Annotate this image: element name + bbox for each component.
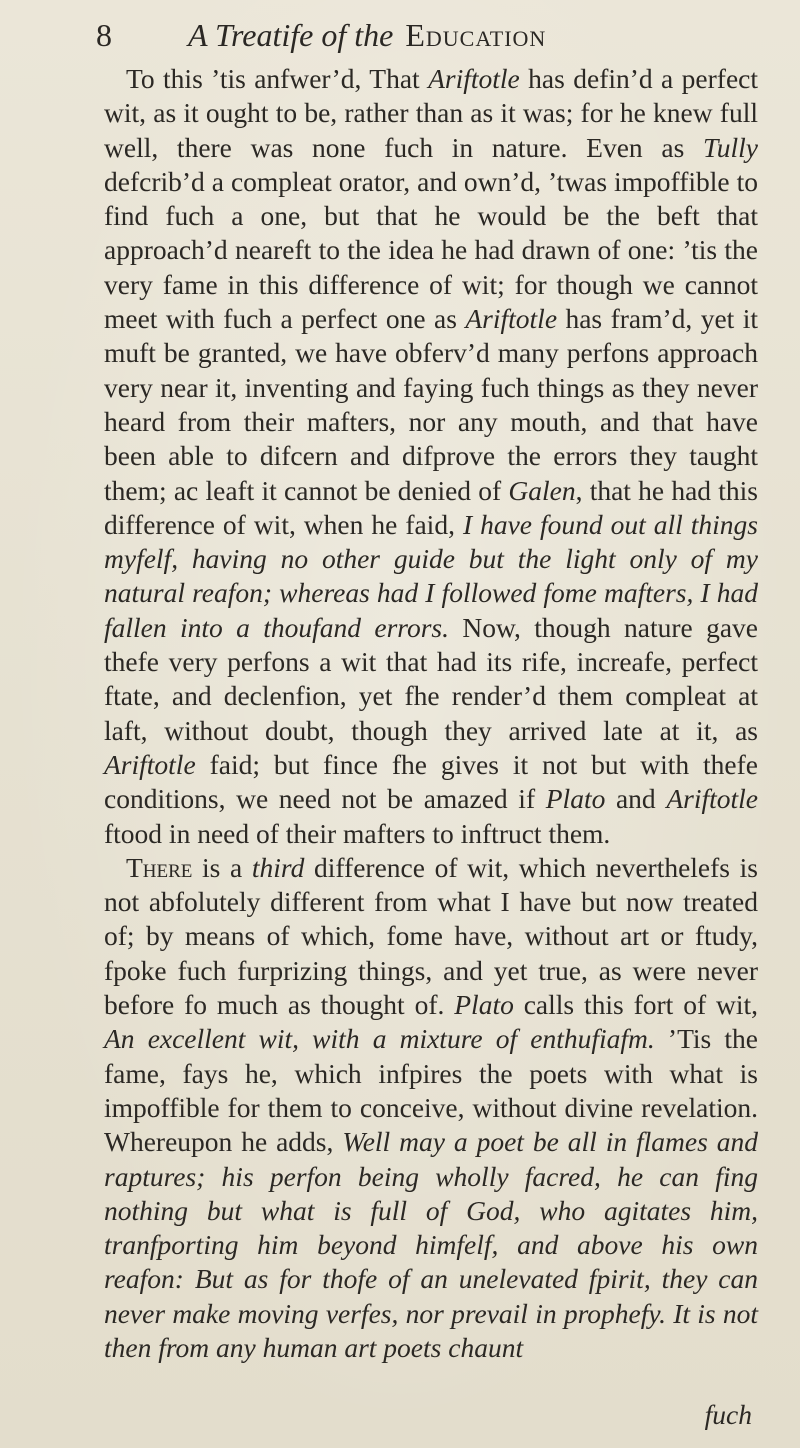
italic-word: third [251, 851, 305, 883]
text-run: has fram’d, yet it muft be granted, we have obferv’d many perfons approach very near it, inventing and faying fuch things as they never heard from their mafters, nor any mouth, and that have been able to difcern and difprove the errors they taught them; ac leaft it cannot be denied of [104, 303, 759, 506]
paragraph [104, 62, 758, 851]
text-run: ftood in need of their mafters to inftruct them. [104, 817, 611, 849]
italic-name: Plato [545, 783, 606, 815]
italic-name: Galen [508, 474, 576, 506]
italic-name: Ariftotle [104, 748, 196, 780]
text-run: faid; but fince fhe gives it not but with thefe conditions, we need not be amazed if [104, 748, 758, 815]
italic-quotation: An excellent wit, with a mixture of enthufiafm. [104, 1023, 655, 1055]
body-text [104, 62, 758, 1365]
text-run: has defin’d a perfect wit, as it ought to be, rather than as it was; for he knew full well, there was none fuch in nature. Even as [104, 63, 758, 163]
smallcaps-opening: There [126, 851, 193, 883]
italic-name: Ariftotle [465, 303, 558, 335]
running-header [96, 10, 756, 60]
text-run: defcrib’d a compleat orator, and own’d, ’twas impoffible to find fuch a one, but that he would be the beft that approach’d neareft to the idea he had drawn of one: ’tis the very fame in this difference of wit; for though we cannot meet with fuch a perfect one as [104, 165, 758, 335]
paragraph [104, 851, 758, 1365]
text-run: is a [192, 851, 252, 883]
page-number: 8 [96, 17, 112, 53]
catchword: fuch [704, 1399, 752, 1430]
running-title-caps: Education [405, 17, 547, 53]
italic-name: Tully [702, 131, 758, 163]
text-run: Now, though nature gave thefe very perfons a wit that had its rife, increafe, perfect ftate, and declenfion, yet fhe render’d them compleat at laft, without doubt, though they arrived late at it, as [104, 611, 758, 746]
text-run: calls this fort of wit, [513, 989, 759, 1021]
text-run: and [605, 783, 667, 815]
text-run: difference of wit, which neverthelefs is not abfolutely different from what I have but now treated of; by means of which, fome have, without art or ftudy, fpoke fuch furprizing things, and yet true, as were never before fo much as thought of. [104, 851, 758, 1021]
running-title: A Treatife of the [188, 17, 394, 53]
italic-name: Ariftotle [428, 63, 520, 94]
italic-name: Ariftotle [666, 783, 758, 815]
text-run: , that he had this difference of wit, when he faid, [104, 474, 758, 540]
italic-name: Plato [454, 989, 514, 1021]
text-run: To this ’tis anfwer’d, That [126, 63, 429, 94]
text-run: ’Tis the fame, fays he, which infpires the poets with what is impoffible for them to conceive, without divine revelation. Whereupon he adds, [104, 1023, 759, 1158]
italic-quotation: I have found out all things myfelf, having no other guide but the light only of my natural reafon; whereas had I followed fome mafters, I had fallen into a thoufand errors. [104, 508, 758, 643]
italic-quotation: Well may a poet be all in flames and raptures; his perfon being wholly facred, he can fing nothing but what is full of God, who agitates him, tranfporting him beyond himfelf, and above his own reafon: But as for thofe of an unelevated fpirit, they can never make moving verfes, nor prevail in prophefy. It is not then from any human art poets chaunt [104, 1126, 759, 1363]
